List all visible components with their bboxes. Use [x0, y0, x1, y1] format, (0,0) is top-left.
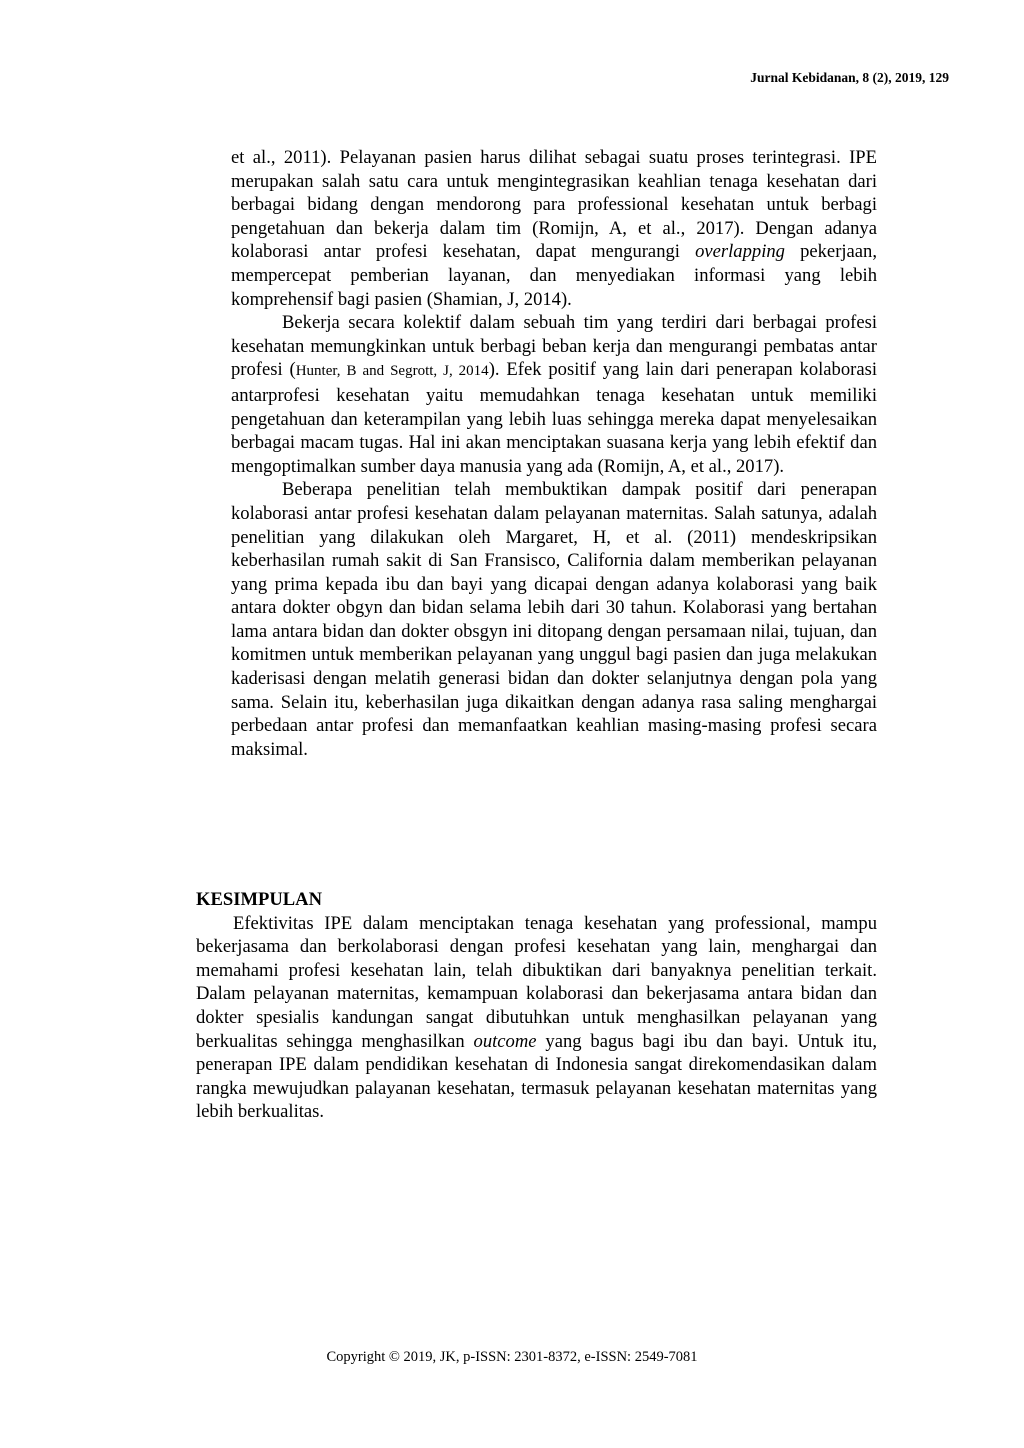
citation: Hunter, B and Segrott, J, 2014: [295, 363, 489, 380]
italic-term: outcome: [473, 1030, 537, 1052]
body-text: [231, 146, 877, 761]
paragraph-continuation: [231, 146, 877, 311]
paragraph-text: et al., 2011). Pelayanan pasien harus dilihat sebagai suatu proses terintegrasi. IPE merupakan salah satu cara untuk mengintegrasikan keahlian tenaga kesehatan dari berbagai bidang dengan mendorong para professional kesehatan untuk berbagi pengetahuan dan bekerja dalam tim (Romijn, A, et al., 2017). Dengan adanya kolaborasi antar profesi kesehatan, dapat mengurangi: [231, 147, 877, 263]
paragraph-text: Efektivitas IPE dalam menciptakan tenaga kesehatan yang professional, mampu bekerjasama dan berkolaborasi dengan profesi kesehatan yang lain, menghargai dan memahami profesi kesehatan lain, telah dibuktikan dari banyaknya penelitian terkait. Dalam pelayanan maternitas, kemampuan kolaborasi dan bekerjasama antara bidan dan dokter spesialis kandungan sangat dibutuhkan untuk menghasilkan pelayanan yang berkualitas sehingga menghasilkan: [196, 912, 877, 1052]
running-head: Jurnal Kebidanan, 8 (2), 2019, 129: [750, 70, 949, 85]
conclusion-paragraph: [196, 912, 877, 1124]
paragraph-text: pekerjaan, mempercepat pemberian layanan, dan menyediakan informasi yang lebih komprehensif bagi pasien (Shamian, J, 2014).: [231, 241, 877, 310]
conclusion-section: [196, 888, 877, 1124]
paragraph-text: yang bagus bagi ibu dan bayi. Untuk itu, penerapan IPE dalam pendidikan kesehatan di Indonesia sangat direkomendasikan dalam rangka mewujudkan palayanan kesehatan, termasuk pelayanan kesehatan maternitas yang lebih berkualitas.: [196, 1030, 877, 1123]
section-heading: KESIMPULAN: [196, 889, 323, 910]
paragraph-research: Beberapa penelitian telah membuktikan dampak positif dari penerapan kolaborasi antar profesi kesehatan dalam pelayanan maternitas. Salah satunya, adalah penelitian yang dilakukan oleh Margaret, H, et al. (2011) mendeskripsikan keberhasilan rumah sakit di San Fransisco, California dalam memberikan pelayanan yang prima kepada ibu dan bayi yang dicapai dengan adanya kolaborasi yang baik antara dokter obgyn dan bidan selama lebih dari 30 tahun. Kolaborasi yang bertahan lama antara bidan dan dokter obsgyn ini ditopang dengan persamaan nilai, tujuan, dan komitmen untuk memberikan pelayanan yang unggul bagi pasien dan juga melakukan kaderisasi dengan melatih generasi bidan dan dokter selanjutnya dengan pola yang sama. Selain itu, keberhasilan juga dikaitkan dengan adanya rasa saling menghargai perbedaan antar profesi dan memanfaatkan keahlian masing-masing profesi secara maksimal.: [231, 479, 877, 760]
page-footer: Copyright © 2019, JK, p-ISSN: 2301-8372, e-ISSN: 2549-7081: [326, 1349, 698, 1365]
paragraph-text: ). Efek positif yang lain dari penerapan kolaborasi antarprofesi kesehatan yaitu memudahkan tenaga kesehatan untuk memiliki pengetahuan dan keterampilan yang lebih luas sehingga mereka dapat menyelesaikan berbagai macam tugas. Hal ini akan menciptakan suasana kerja yang lebih efektif dan mengoptimalkan sumber daya manusia yang ada (Romijn, A, et al., 2017).: [231, 359, 877, 477]
paragraph-collaboration: [231, 311, 877, 478]
paragraph-text: Bekerja secara kolektif dalam sebuah tim yang terdiri dari berbagai profesi kesehatan memungkinkan untuk berbagi beban kerja dan mengurangi pembatas antar profesi (: [231, 312, 877, 381]
italic-term: overlapping: [695, 241, 785, 263]
